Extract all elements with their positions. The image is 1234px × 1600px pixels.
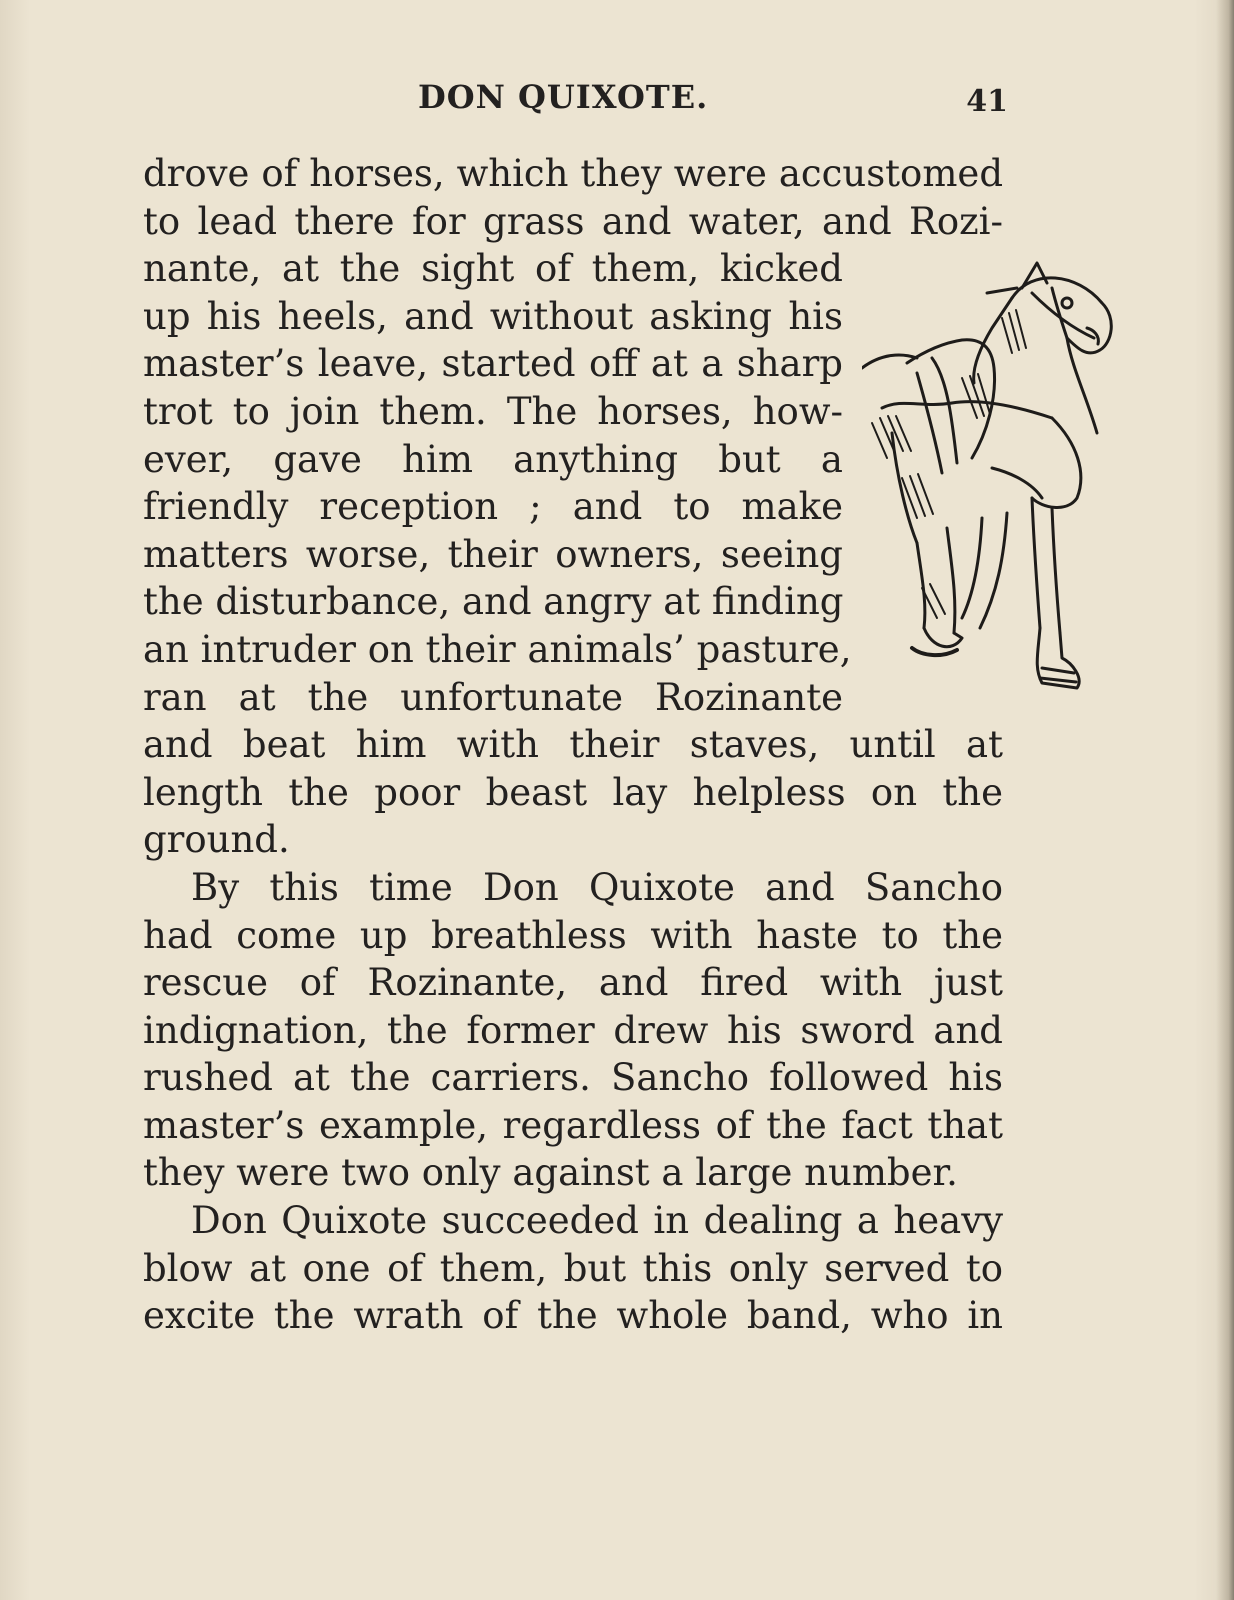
page-header: [148, 74, 1008, 124]
text-line: ground.: [143, 818, 290, 862]
text-line: length the poor beast lay helpless on the: [143, 770, 1003, 814]
text-line: master’s example, regardless of the fact that: [143, 1103, 1003, 1147]
horse-illustration: [862, 258, 1132, 718]
text-line: Don Quixote succeeded in dealing a heavy: [191, 1199, 1003, 1243]
text-line: ran at the unfortunate Rozinante: [143, 675, 843, 719]
text-line: ever, gave him anything but a: [143, 437, 843, 481]
text-line: up his heels, and without asking his: [143, 294, 843, 338]
text-line: to lead there for grass and water, and Rozi-: [143, 199, 1003, 243]
text-line: blow at one of them, but this only served to: [143, 1246, 1003, 1290]
text-line: had come up breathless with haste to the: [143, 913, 1003, 957]
page-edge: [1216, 0, 1234, 1600]
text-line: matters worse, their owners, seeing: [143, 532, 843, 576]
text-line: rushed at the carriers. Sancho followed his: [143, 1056, 1003, 1100]
running-title: DON QUIXOTE.: [418, 78, 709, 116]
text-line: By this time Don Quixote and Sancho: [191, 865, 1003, 909]
horse-icon: [862, 258, 1132, 718]
text-line: nante, at the sight of them, kicked: [143, 247, 843, 291]
text-line: drove of horses, which they were accustomed: [143, 152, 1003, 195]
text-line: friendly reception ; and to make: [143, 485, 843, 529]
text-line: trot to join them. The horses, how-: [143, 389, 843, 433]
text-line: they were two only against a large number.: [143, 1151, 958, 1195]
text-line: indignation, the former drew his sword and: [143, 1008, 1003, 1052]
text-line: master’s leave, started off at a sharp: [143, 342, 843, 386]
text-line: rescue of Rozinante, and fired with just: [143, 961, 1003, 1005]
page-number: 41: [966, 84, 1008, 119]
text-line: and beat him with their staves, until at: [143, 723, 1003, 767]
text-line: excite the wrath of the whole band, who in: [143, 1294, 1003, 1338]
text-line: an intruder on their animals’ pasture,: [143, 627, 852, 671]
text-line: the disturbance, and angry at finding: [143, 580, 844, 624]
